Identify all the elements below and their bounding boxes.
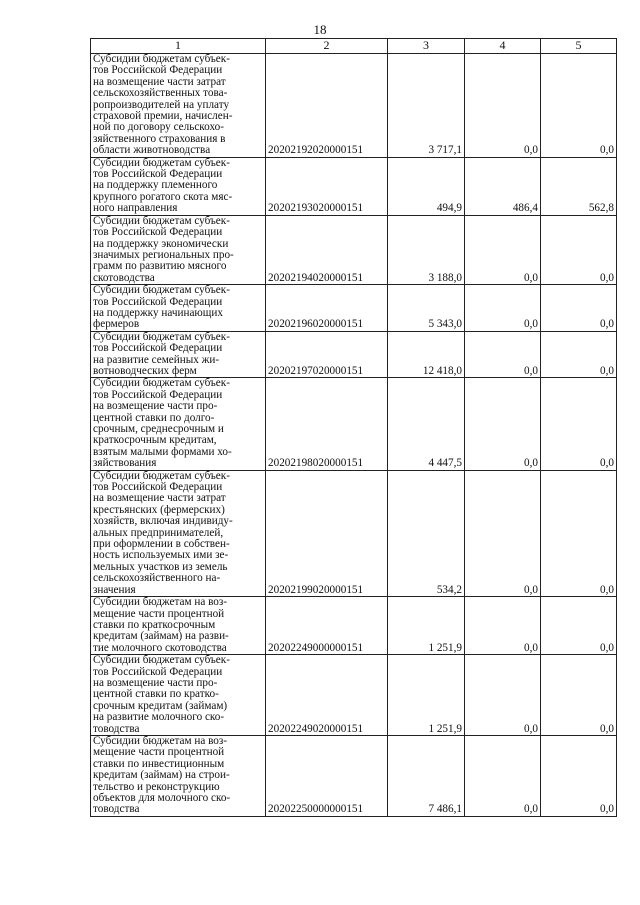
budget-code: 20202198020000151	[266, 378, 388, 470]
amount-col5: 0,0	[541, 215, 617, 284]
subsidy-name: Субсидии бюджетам на воз- мещение части процентной ставки по краткосрочным кредитам (займам) на разви- тие молочного скотоводства	[91, 597, 266, 655]
amount-col5: 562,8	[541, 157, 617, 215]
amount-col5: 0,0	[541, 285, 617, 332]
amount-col3: 7 486,1	[388, 735, 465, 816]
amount-col3: 494,9	[388, 157, 465, 215]
table-row	[91, 735, 617, 816]
amount-col5: 0,0	[541, 655, 617, 736]
budget-table	[90, 38, 617, 817]
subsidy-name: Субсидии бюджетам субъек- тов Российской Федерации на поддержку начинающих фермеров	[91, 285, 266, 332]
table-row	[91, 597, 617, 655]
subsidy-name: Субсидии бюджетам субъек- тов Российской Федерации на поддержку экономически значимых региональных про- грамм по развитию мясного скотоводства	[91, 215, 266, 284]
table-row	[91, 285, 617, 332]
amount-col4: 0,0	[465, 735, 541, 816]
column-header: 1	[91, 39, 266, 54]
table-row	[91, 331, 617, 378]
amount-col4: 0,0	[465, 331, 541, 378]
subsidy-name: Субсидии бюджетам субъек- тов Российской Федерации на возмещение части затрат сельскохозяйственных това- ропроизводителей на уплату страховой премии, начислен- ной по договору сельскохо- зяйственного страхования в области животноводства	[91, 54, 266, 158]
amount-col3: 534,2	[388, 470, 465, 596]
table-row	[91, 655, 617, 736]
amount-col4: 0,0	[465, 470, 541, 596]
table-row	[91, 215, 617, 284]
column-header: 4	[465, 39, 541, 54]
budget-code: 20202197020000151	[266, 331, 388, 378]
budget-code: 20202194020000151	[266, 215, 388, 284]
amount-col4: 0,0	[465, 285, 541, 332]
subsidy-name: Субсидии бюджетам субъек- тов Российской Федерации на возмещение части про- центной ставки по долго- срочным, среднесрочным и краткосрочным кредитам, взятым малыми формами хо- зяйствования	[91, 378, 266, 470]
amount-col5: 0,0	[541, 54, 617, 158]
amount-col4: 0,0	[465, 215, 541, 284]
subsidy-name: Субсидии бюджетам субъек- тов Российской Федерации на возмещение части затрат крестьянских (фермерских) хозяйств, включая индивиду- альных предпринимателей, при оформлении в собствен- ность используемых ими зе- мельных участков из земель сельскохозяйственного на- значения	[91, 470, 266, 596]
amount-col4: 0,0	[465, 597, 541, 655]
amount-col3: 5 343,0	[388, 285, 465, 332]
table-row	[91, 470, 617, 596]
budget-code: 20202193020000151	[266, 157, 388, 215]
subsidy-name: Субсидии бюджетам на воз- мещение части процентной ставки по инвестиционным кредитам (займам) на строи- тельство и реконструкцию объектов для молочного ско- товодства	[91, 735, 266, 816]
amount-col3: 1 251,9	[388, 655, 465, 736]
amount-col4: 0,0	[465, 378, 541, 470]
amount-col5: 0,0	[541, 735, 617, 816]
amount-col3: 1 251,9	[388, 597, 465, 655]
amount-col5: 0,0	[541, 331, 617, 378]
table-row	[91, 157, 617, 215]
subsidy-name: Субсидии бюджетам субъек- тов Российской Федерации на возмещение части про- центной ставки по кратко- срочным кредитам (займам) на развитие молочного ско- товодства	[91, 655, 266, 736]
amount-col4: 0,0	[465, 655, 541, 736]
page-number: 18	[313, 22, 327, 37]
amount-col3: 4 447,5	[388, 378, 465, 470]
column-header: 5	[541, 39, 617, 54]
budget-code: 20202196020000151	[266, 285, 388, 332]
amount-col5: 0,0	[541, 378, 617, 470]
table-row	[91, 54, 617, 158]
amount-col4: 486,4	[465, 157, 541, 215]
column-header: 3	[388, 39, 465, 54]
budget-code: 20202250000000151	[266, 735, 388, 816]
amount-col3: 12 418,0	[388, 331, 465, 378]
amount-col5: 0,0	[541, 597, 617, 655]
budget-code: 20202249000000151	[266, 597, 388, 655]
budget-code: 20202192020000151	[266, 54, 388, 158]
amount-col4: 0,0	[465, 54, 541, 158]
column-header: 2	[266, 39, 388, 54]
amount-col5: 0,0	[541, 470, 617, 596]
header-row	[91, 39, 617, 54]
amount-col3: 3 717,1	[388, 54, 465, 158]
budget-code: 20202249020000151	[266, 655, 388, 736]
subsidy-name: Субсидии бюджетам субъек- тов Российской Федерации на поддержку племенного крупного рогатого скота мяс- ного направления	[91, 157, 266, 215]
table-row	[91, 378, 617, 470]
subsidy-name: Субсидии бюджетам субъек- тов Российской Федерации на развитие семейных жи- вотноводческих ферм	[91, 331, 266, 378]
amount-col3: 3 188,0	[388, 215, 465, 284]
budget-code: 20202199020000151	[266, 470, 388, 596]
